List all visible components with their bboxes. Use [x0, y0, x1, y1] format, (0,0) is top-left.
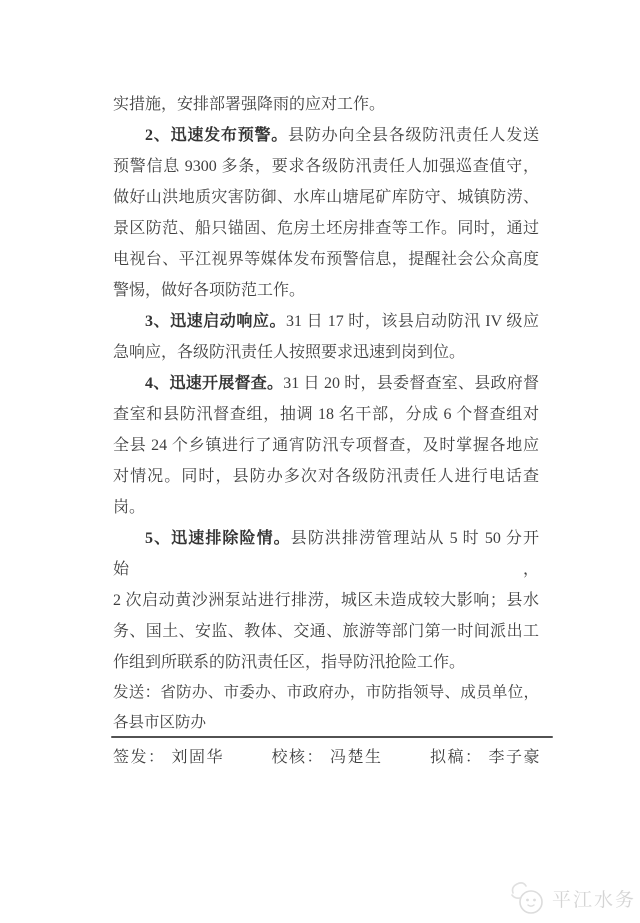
body-text-line: 电视台、平江视界等媒体发布预警信息，提醒社会公众高度	[113, 251, 539, 268]
signoff-label: 签发：	[113, 749, 166, 766]
body-text-line: 2、迅速发布预警。县防办向全县各级防汛责任人发送	[145, 127, 539, 144]
signoff-name: 李子豪	[488, 749, 541, 766]
body-text-line: 急响应，各级防汛责任人按照要求迅速到岗到位。	[113, 344, 466, 361]
footer-divider	[111, 736, 553, 738]
body-text-line: 实措施，安排部署强降雨的应对工作。	[113, 96, 386, 113]
body-text-line: 5、迅速排除险情。县防洪排涝管理站从 5 时 50 分开始，	[113, 530, 539, 578]
signoff-row	[113, 744, 541, 772]
body-text-line: 全县 24 个乡镇进行了通宵防汛专项督查，及时掌握各地应	[113, 437, 539, 454]
distribution-line: 各县市区防办	[113, 714, 207, 731]
signoff-label: 校核：	[271, 749, 324, 766]
signoff-item-drafter	[430, 744, 541, 772]
pingjiang-water-mascot-icon	[507, 879, 547, 917]
body-text-line: 查室和县防汛督查组，抽调 18 名干部，分成 6 个督查组对	[113, 406, 539, 423]
body-text-line: 做好山洪地质灾害防御、水库山塘尾矿库防守、城镇防涝、	[113, 189, 539, 206]
document-body	[113, 89, 539, 678]
body-text-line: 4、迅速开展督查。31 日 20 时，县委督查室、县政府督	[145, 375, 539, 392]
body-text-line: 3、迅速启动响应。31 日 17 时，该县启动防汛 IV 级应	[145, 313, 539, 330]
distribution-line: 发送：省防办、市委办、市政府办，市防指领导、成员单位，	[113, 684, 539, 701]
distribution-block	[113, 678, 539, 738]
body-text-line: 预警信息 9300 多条，要求各级防汛责任人加强巡查值守，	[113, 158, 539, 175]
watermark	[507, 879, 636, 917]
signoff-name: 冯楚生	[330, 749, 383, 766]
body-text-line: 景区防范、船只锚固、危房土坯房排查等工作。同时，通过	[113, 220, 539, 237]
signoff-name: 刘固华	[171, 749, 225, 766]
watermark-text: 平江水务	[551, 889, 636, 911]
body-text-line: 作组到所联系的防汛责任区，指导防汛抢险工作。	[113, 654, 466, 671]
signoff-item-issuer	[113, 744, 224, 772]
signoff-label: 拟稿：	[429, 749, 483, 766]
body-text-line: 2 次启动黄沙洲泵站进行排涝，城区未造成较大影响；县水	[113, 592, 539, 609]
body-text-line: 对情况。同时，县防办多次对各级防汛责任人进行电话查岗。	[113, 468, 539, 516]
body-text-line: 警惕，做好各项防范工作。	[113, 282, 306, 299]
signoff-item-proofreader	[271, 744, 382, 772]
body-text-line: 务、国土、安监、教体、交通、旅游等部门第一时间派出工	[113, 623, 539, 640]
